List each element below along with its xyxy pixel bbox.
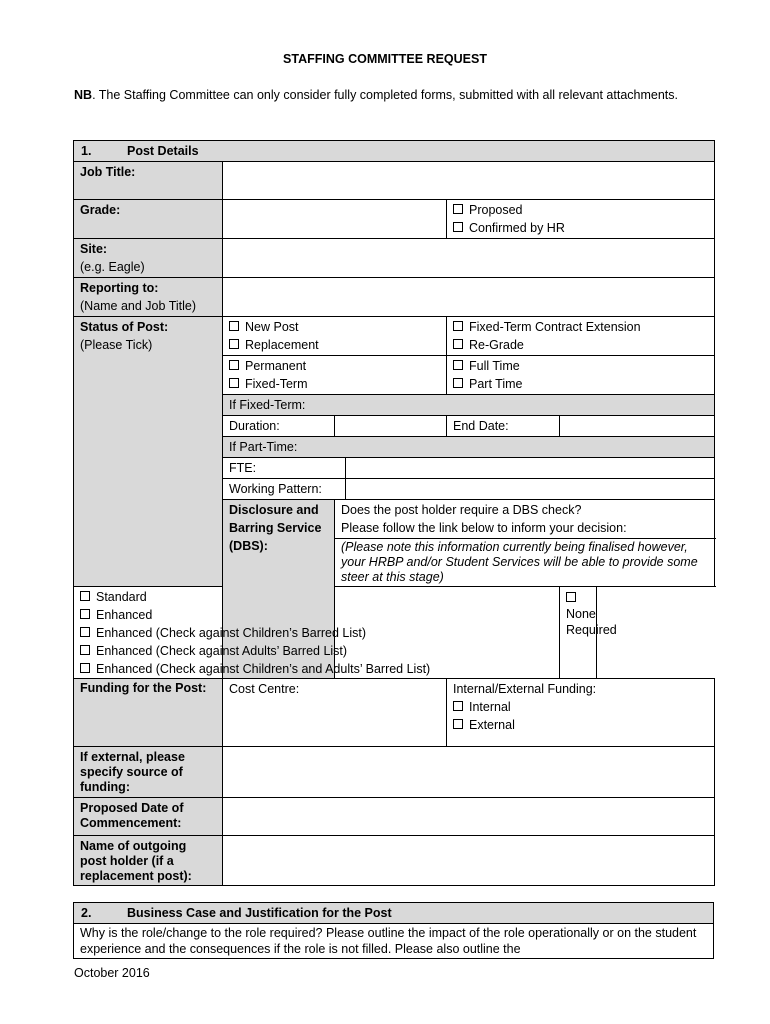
fte-label: FTE: <box>223 458 346 479</box>
checkbox-icon[interactable] <box>80 663 90 673</box>
duration-field[interactable] <box>335 416 447 437</box>
nb-label: NB <box>74 88 93 102</box>
dbs-label: Disclosure and Barring Service (DBS): <box>223 500 335 679</box>
working-pattern-label: Working Pattern: <box>223 479 346 500</box>
checkbox-icon[interactable] <box>80 645 90 655</box>
checkbox-icon[interactable] <box>453 339 463 349</box>
dbs-none-option[interactable]: None Required <box>560 587 597 679</box>
checkbox-icon[interactable] <box>453 204 463 214</box>
reporting-label: Reporting to: (Name and Job Title) <box>74 278 223 317</box>
checkbox-icon[interactable] <box>453 321 463 331</box>
dbs-note: (Please note this information currently being finalised however, your HRBP and/or Student Services will be able to provide some steer at this stage) <box>335 539 715 587</box>
end-date-field[interactable] <box>560 416 715 437</box>
site-field[interactable] <box>223 239 715 278</box>
nb-text: . The Staffing Committee can only consider fully completed forms, submitted with all relevant attachments. <box>92 88 678 102</box>
external-source-label: If external, please specify source of funding: <box>74 747 223 798</box>
working-pattern-field[interactable] <box>346 479 715 500</box>
section1-heading: Post Details <box>127 144 199 158</box>
site-label: Site: (e.g. Eagle) <box>74 239 223 278</box>
post-details-table <box>73 140 715 886</box>
footer-date: October 2016 <box>74 966 150 980</box>
status-replacement[interactable]: Replacement <box>229 336 440 354</box>
checkbox-icon[interactable] <box>453 360 463 370</box>
funding-internal[interactable]: Internal <box>453 698 708 716</box>
duration-label: Duration: <box>223 416 335 437</box>
checkbox-icon[interactable] <box>566 592 576 602</box>
int-ext-label: Internal/External Funding: <box>453 682 597 696</box>
status-regrade[interactable]: Re-Grade <box>453 336 708 354</box>
status-label: Status of Post: (Please Tick) <box>74 317 223 587</box>
cost-centre-field[interactable] <box>223 679 447 747</box>
reporting-field[interactable] <box>223 278 715 317</box>
dbs-enhanced-both[interactable]: Enhanced (Check against Children’s and Adults’ Barred List) <box>80 660 553 677</box>
fte-field[interactable] <box>346 458 715 479</box>
outgoing-holder-label: Name of outgoing post holder (if a replacement post): <box>74 836 223 886</box>
checkbox-icon[interactable] <box>80 627 90 637</box>
status-right-options-2 <box>447 356 715 395</box>
form-title: STAFFING COMMITTEE REQUEST <box>283 52 487 66</box>
grade-field[interactable] <box>223 200 447 239</box>
status-full-time[interactable]: Full Time <box>453 357 708 375</box>
grade-option-confirmed[interactable]: Confirmed by HR <box>453 219 708 237</box>
funding-options <box>447 679 715 747</box>
status-part-time[interactable]: Part Time <box>453 375 708 393</box>
dbs-enhanced-children[interactable]: Enhanced (Check against Children’s Barred List) <box>80 624 553 642</box>
status-left-options-1 <box>223 317 447 356</box>
checkbox-icon[interactable] <box>453 378 463 388</box>
dbs-question: Does the post holder require a DBS check? Please follow the link below to inform your decision: <box>335 500 715 539</box>
funding-external[interactable]: External <box>453 716 708 734</box>
dbs-enhanced-adults[interactable]: Enhanced (Check against Adults’ Barred List) <box>80 642 553 660</box>
if-part-time-label: If Part-Time: <box>223 437 715 458</box>
status-new-post[interactable]: New Post <box>229 318 440 336</box>
cost-centre-label: Cost Centre: <box>229 682 300 696</box>
proposed-date-label: Proposed Date of Commencement: <box>74 798 223 836</box>
nb-note <box>74 87 714 104</box>
end-date-label: End Date: <box>447 416 560 437</box>
checkbox-icon[interactable] <box>453 222 463 232</box>
dbs-options <box>74 587 560 679</box>
checkbox-icon[interactable] <box>229 378 239 388</box>
status-fixed-term[interactable]: Fixed-Term <box>229 375 440 393</box>
dbs-standard[interactable]: Standard <box>80 588 553 606</box>
checkbox-icon[interactable] <box>229 339 239 349</box>
checkbox-icon[interactable] <box>453 719 463 729</box>
status-permanent[interactable]: Permanent <box>229 357 440 375</box>
job-title-field[interactable] <box>223 162 715 200</box>
funding-label: Funding for the Post: <box>74 679 223 747</box>
proposed-date-field[interactable] <box>223 798 715 836</box>
job-title-label: Job Title: <box>74 162 223 200</box>
business-case-text: Why is the role/change to the role required? Please outline the impact of the role operationally or on the student experience and the consequences if the role is not filled. Please also outline the <box>74 924 714 959</box>
checkbox-icon[interactable] <box>453 701 463 711</box>
checkbox-icon[interactable] <box>229 360 239 370</box>
if-fixed-term-label: If Fixed-Term: <box>223 395 715 416</box>
section2-header <box>74 903 714 924</box>
section2-heading: Business Case and Justification for the Post <box>127 906 392 920</box>
section2-number: 2. <box>81 906 92 920</box>
business-case-table <box>73 902 714 959</box>
section1-number: 1. <box>81 144 92 158</box>
grade-options <box>447 200 715 239</box>
section1-header <box>74 141 715 162</box>
grade-label: Grade: <box>74 200 223 239</box>
status-left-options-2 <box>223 356 447 395</box>
status-fixed-term-extension[interactable]: Fixed-Term Contract Extension <box>453 318 708 336</box>
grade-option-proposed[interactable]: Proposed <box>453 201 708 219</box>
checkbox-icon[interactable] <box>80 591 90 601</box>
dbs-enhanced[interactable]: Enhanced <box>80 606 553 624</box>
checkbox-icon[interactable] <box>80 609 90 619</box>
checkbox-icon[interactable] <box>229 321 239 331</box>
status-right-options-1 <box>447 317 715 356</box>
external-source-field[interactable] <box>223 747 715 798</box>
outgoing-holder-field[interactable] <box>223 836 715 886</box>
